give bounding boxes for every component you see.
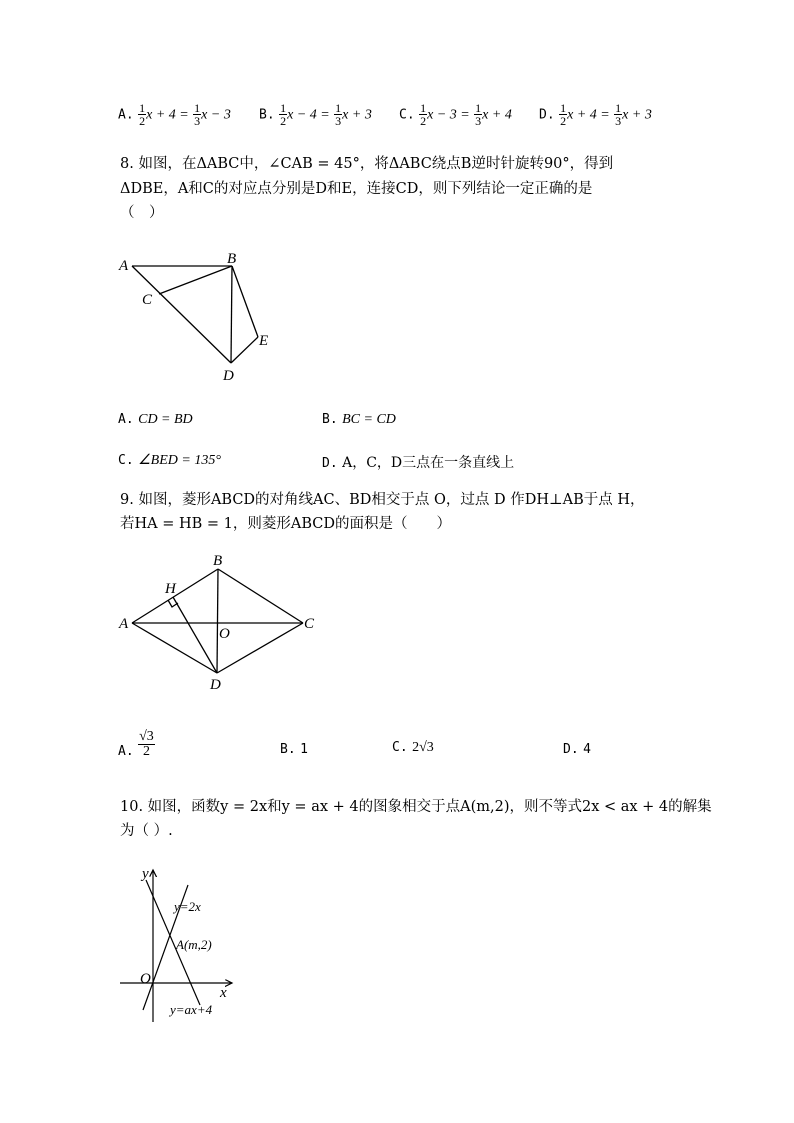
denominator: 2	[142, 744, 150, 759]
option-mid: x − 4 =	[287, 107, 330, 123]
option-label: B.	[280, 742, 296, 757]
option-label: D.	[563, 742, 579, 757]
denominator: 3	[335, 114, 342, 128]
option-text: 2√3	[412, 740, 434, 755]
q9-figure	[110, 550, 330, 695]
option-text: A，C，D三点在一条直线上	[342, 455, 515, 471]
q9-option-a	[118, 730, 155, 759]
q8-stem-line1: 8. 如图，在ΔABC中，∠CAB = 45°，将ΔABC绕点B逆时针旋转90°，得到	[120, 156, 614, 172]
fraction	[559, 102, 567, 127]
numerator: 1	[280, 101, 287, 115]
q9-label-b: B	[213, 553, 223, 569]
q9-label-o: O	[219, 626, 230, 642]
q8-option-b	[322, 411, 396, 428]
fraction	[419, 102, 427, 127]
option-text: 4	[583, 742, 591, 757]
q9-stem-line1: 9. 如图，菱形ABCD的对角线AC、BD相交于点 O，过点 D 作DH⊥AB于点 H，	[120, 492, 645, 508]
option-mid: x + 4 =	[567, 107, 610, 123]
option-text: CD = BD	[138, 412, 193, 427]
option-label: C.	[392, 740, 408, 755]
numerator: 1	[194, 101, 201, 115]
denominator: 2	[420, 114, 427, 128]
numerator: 1	[615, 101, 622, 115]
option-label: D.	[539, 107, 555, 123]
q8-option-c	[118, 452, 221, 469]
q10-stem-line2: 为（ ）.	[120, 823, 173, 839]
q10-label-x: x	[220, 985, 227, 1001]
option-label: D.	[322, 456, 338, 471]
q10-label-line-ax4: y=ax+4	[170, 1002, 213, 1017]
q10-label-point-a: A(m,2)	[176, 937, 212, 952]
q10-label-line-2x: y=2x	[174, 899, 201, 914]
q7-option-b	[259, 102, 372, 127]
q8-option-d	[322, 452, 514, 472]
q10-stem-line1: 10. 如图，函数y = 2x和y = ax + 4的图象相交于点A(m,2)，则不等式2x < ax + 4的解集	[120, 799, 712, 815]
fraction	[334, 102, 342, 127]
fraction	[138, 102, 146, 127]
denominator: 3	[475, 114, 482, 128]
q9-label-a: A	[119, 616, 129, 632]
q8-label-c: C	[142, 292, 153, 308]
numerator: 1	[560, 101, 567, 115]
q8-segment-bc	[159, 266, 232, 294]
q10-label-y: y	[142, 866, 149, 882]
denominator: 2	[280, 114, 287, 128]
q9-segment-dh	[173, 597, 217, 673]
fraction	[193, 102, 201, 127]
q7-option-a	[118, 102, 231, 127]
fraction	[474, 102, 482, 127]
option-text: 1	[300, 742, 308, 757]
option-label: A.	[118, 744, 134, 759]
option-label: A.	[118, 412, 134, 427]
option-mid: x + 4 =	[146, 107, 189, 123]
q8-segment-de	[231, 337, 258, 363]
q8-label-d: D	[223, 368, 234, 384]
q9-option-c	[392, 739, 434, 756]
q9-side-cd	[217, 623, 303, 673]
fraction	[279, 102, 287, 127]
q7-option-c	[399, 102, 512, 127]
option-label: C.	[118, 453, 134, 468]
fraction	[138, 730, 155, 759]
q9-label-c: C	[304, 616, 315, 632]
numerator: 1	[335, 101, 342, 115]
fraction	[614, 102, 622, 127]
q8-segment-be	[232, 266, 258, 337]
option-text: BC = CD	[342, 412, 396, 427]
option-text: ∠BED = 135°	[138, 453, 221, 468]
option-label: B.	[322, 412, 338, 427]
numerator: 1	[139, 101, 146, 115]
q9-label-d: D	[210, 677, 221, 693]
q8-label-e: E	[259, 333, 269, 349]
option-tail: x + 3	[622, 107, 652, 123]
denominator: 3	[615, 114, 622, 128]
q8-stem-line2: ΔDBE，A和C的对应点分别是D和E，连接CD，则下列结论一定正确的是	[120, 181, 593, 197]
q9-side-bc	[218, 569, 303, 623]
option-label: A.	[118, 107, 134, 123]
q8-label-b: B	[227, 251, 237, 267]
denominator: 2	[139, 114, 146, 128]
q8-answer-bracket: （ ）	[120, 205, 164, 221]
option-label: C.	[399, 107, 415, 123]
q9-option-d	[563, 741, 591, 757]
q9-label-h: H	[165, 581, 176, 597]
numerator: 1	[420, 101, 427, 115]
q7-option-d	[539, 102, 652, 127]
q9-stem-line2: 若HA = HB = 1，则菱形ABCD的面积是（ ）	[120, 516, 451, 532]
q9-right-angle-mark	[168, 600, 178, 607]
q10-figure	[110, 860, 250, 1030]
q9-diagonal-bd	[217, 569, 218, 673]
q8-segment-bd	[231, 266, 232, 363]
option-tail: x − 3	[201, 107, 231, 123]
denominator: 3	[194, 114, 201, 128]
q8-segment-ad	[132, 266, 231, 363]
numerator: √3	[139, 729, 154, 744]
option-tail: x + 4	[482, 107, 512, 123]
numerator: 1	[475, 101, 482, 115]
q9-side-da	[132, 623, 217, 673]
q10-label-origin: O	[140, 971, 151, 987]
option-tail: x + 3	[342, 107, 372, 123]
q8-figure	[110, 245, 290, 390]
option-mid: x − 3 =	[427, 107, 470, 123]
q8-label-a: A	[119, 258, 129, 274]
q9-option-b	[280, 741, 308, 757]
q8-option-a	[118, 411, 193, 428]
denominator: 2	[560, 114, 567, 128]
option-label: B.	[259, 107, 275, 123]
